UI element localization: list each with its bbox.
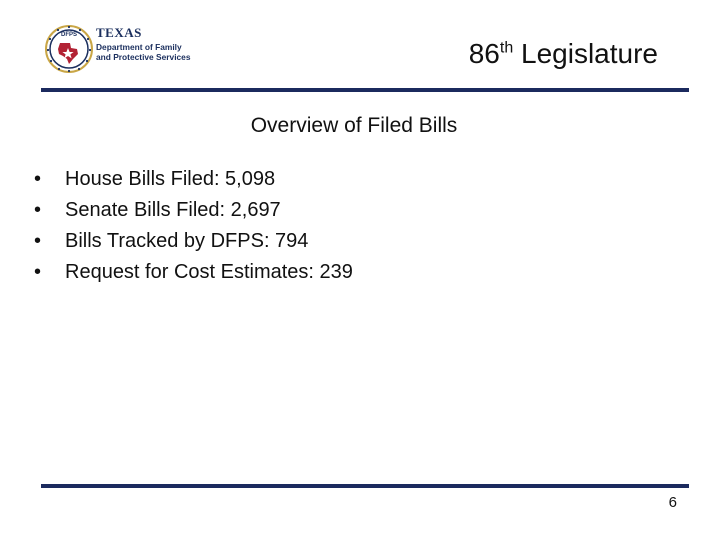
svg-text:DFPS: DFPS [60, 32, 78, 38]
bullet-item [34, 164, 353, 195]
page-number: 6 [668, 494, 677, 511]
slide-heading [469, 38, 658, 70]
heading-text: Legislature [521, 38, 658, 69]
bottom-divider [41, 484, 689, 488]
logo-department-line1: Department of Family [96, 42, 182, 52]
bullet-list [34, 164, 353, 288]
bullet-text: Bills Tracked by DFPS: 794 [65, 230, 309, 252]
dfps-seal-icon [44, 21, 94, 77]
top-divider [41, 88, 689, 92]
bullet-dot-icon: • [34, 230, 42, 252]
bullet-text: Request for Cost Estimates: 239 [65, 261, 353, 283]
bullet-text: Senate Bills Filed: 2,697 [65, 199, 281, 221]
logo-department-line2: and Protective Services [96, 52, 191, 62]
bullet-dot-icon: • [34, 168, 42, 190]
heading-number: 86 [468, 38, 500, 69]
bullet-item [34, 195, 353, 226]
logo-state-name: TEXAS [96, 25, 142, 40]
bullet-dot-icon: • [34, 261, 42, 283]
bullet-item [34, 257, 353, 288]
bullet-dot-icon: • [34, 199, 42, 221]
bullet-text: House Bills Filed: 5,098 [65, 168, 276, 190]
bullet-item [34, 226, 353, 257]
slide-subtitle: Overview of Filed Bills [250, 114, 458, 137]
dfps-logo [44, 21, 204, 79]
heading-ordinal-suffix: th [499, 39, 514, 57]
